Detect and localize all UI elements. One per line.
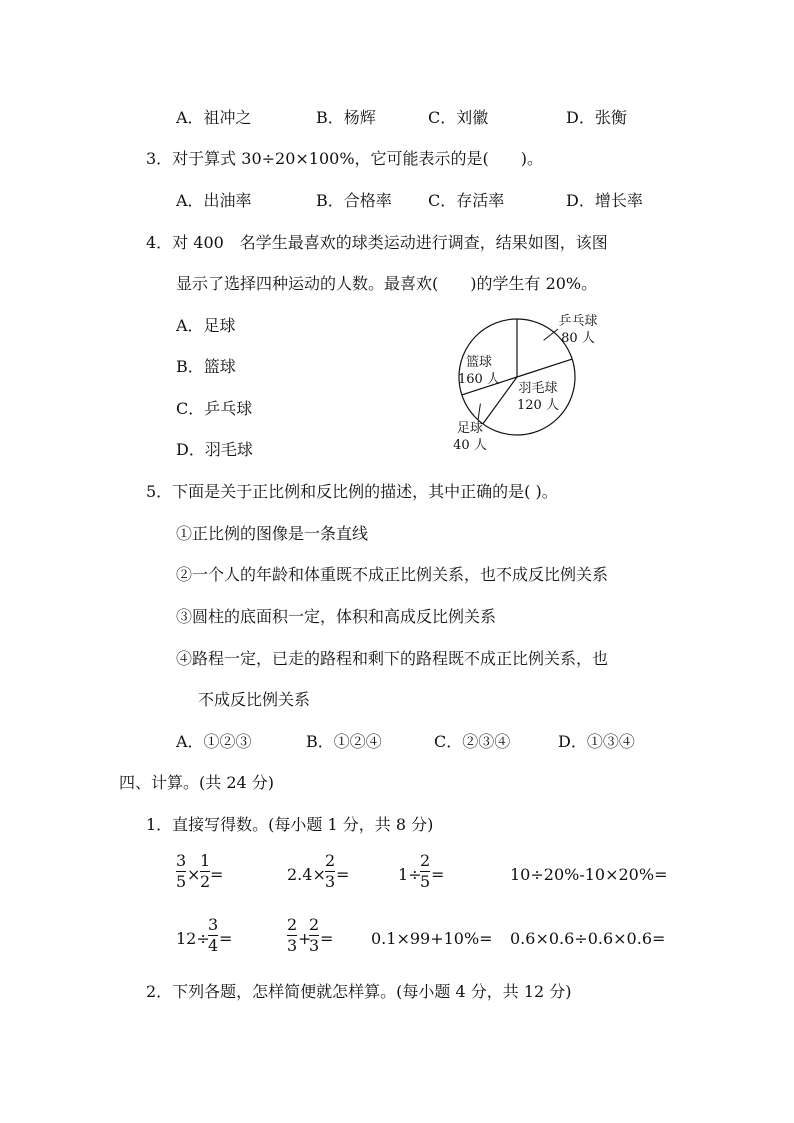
q5-statement-4: ④路程一定，已走的路程和剩下的路程既不成正比例关系，也 [176, 649, 609, 668]
q4-option-d: D．羽毛球 [176, 440, 253, 459]
q5-option-b: B．①②④ [306, 732, 382, 751]
pie-label-count: 120 人 [517, 398, 559, 413]
pie-label-name: 羽毛球 [518, 381, 558, 396]
q2-option-d: D．张衡 [566, 108, 627, 127]
q3-option-d: D．增长率 [566, 191, 643, 210]
pie-label-count: 40 人 [453, 438, 487, 453]
q5-statement-2: ②一个人的年龄和体重既不成正比例关系，也不成反比例关系 [176, 565, 609, 584]
q4-option-c: C．乒乓球 [176, 399, 253, 418]
calc-r2c4: 0.6×0.6÷0.6×0.6= [510, 929, 666, 948]
q5-option-d: D．①③④ [558, 732, 635, 751]
q5-statement-1: ①正比例的图像是一条直线 [176, 524, 369, 543]
q5-statement-3: ③圆柱的底面积一定，体积和高成反比例关系 [176, 607, 497, 626]
pie-label-name: 足球 [456, 421, 484, 436]
q2-option-b: B．杨辉 [316, 108, 376, 127]
pie-chart [440, 300, 610, 470]
pie-label-name: 篮球 [465, 355, 493, 370]
q2-option-a: A．祖冲之 [176, 108, 252, 127]
q3-option-c: C．存活率 [428, 191, 505, 210]
q3-option-a: A．出油率 [176, 191, 252, 210]
q3-stem: 3．对于算式 30÷20×100%，它可能表示的是( )。 [146, 149, 544, 168]
q4-stem-line1: 4．对 400 名学生最喜欢的球类运动进行调查，结果如图，该图 [146, 233, 608, 252]
pie-label-count: 160 人 [458, 372, 500, 387]
section4-sub1: 1．直接写得数。(每小题 1 分，共 8 分) [146, 815, 434, 834]
pie-label-name: 乒乓球 [558, 314, 598, 329]
pie-leader-line [478, 404, 480, 420]
calc-r1c4: 10÷20%-10×20%= [510, 865, 668, 884]
q3-option-b: B．合格率 [316, 191, 392, 210]
q5-statement-4-cont: 不成反比例关系 [198, 690, 311, 709]
pie-slice-boundary [517, 359, 572, 377]
section4-sub2: 2．下列各题，怎样简便就怎样算。(每小题 4 分，共 12 分) [146, 982, 572, 1001]
q5-option-a: A．①②③ [176, 732, 252, 751]
q4-stem-line2: 显示了选择四种运动的人数。最喜欢( )的学生有 20%。 [176, 274, 598, 293]
calc-r2c3: 0.1×99+10%= [371, 929, 493, 948]
q5-option-c: C．②③④ [434, 732, 511, 751]
q4-option-b: B．篮球 [176, 357, 236, 376]
section4-title: 四、计算。(共 24 分) [119, 773, 275, 792]
pie-label-count: 80 人 [561, 331, 595, 346]
q5-stem: 5．下面是关于正比例和反比例的描述，其中正确的是( )。 [146, 482, 558, 501]
q2-option-c: C．刘徽 [428, 108, 489, 127]
q4-option-a: A．足球 [176, 316, 236, 335]
